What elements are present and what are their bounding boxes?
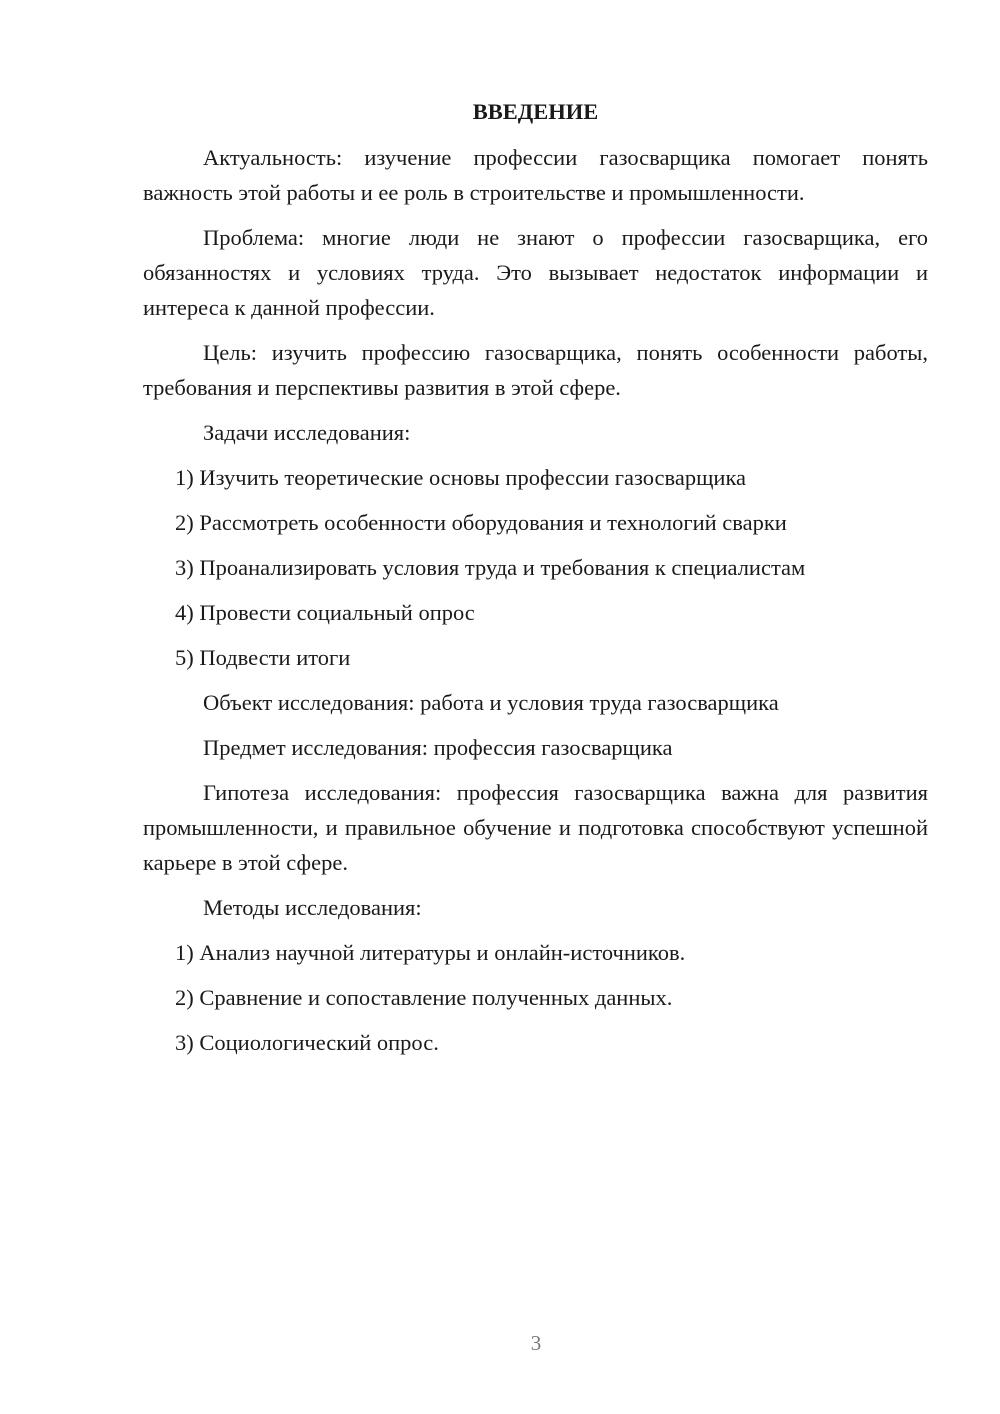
methods-heading: Методы исследования: (203, 895, 422, 920)
method-item: 1) Анализ научной литературы и онлайн-источников. (175, 940, 686, 965)
method-item: 2) Сравнение и сопоставление полученных данных. (175, 985, 673, 1010)
page-number: 3 (530, 1331, 542, 1355)
method-item: 3) Социологический опрос. (175, 1030, 439, 1055)
task-item: 4) Провести социальный опрос (175, 600, 475, 625)
relevance-paragraph: Актуальность: изучение профессии газосварщика помогает понять важность этой работы и ее роль в строительстве и промышленности. (143, 145, 928, 205)
document-body (143, 94, 928, 1070)
hypothesis-paragraph: Гипотеза исследования: профессия газосварщика важна для развития промышленности, и правильное обучение и подготовка способствуют успешной карьере в этой сфере. (143, 780, 928, 875)
goal-paragraph: Цель: изучить профессию газосварщика, понять особенности работы, требования и перспективы развития в этой сфере. (143, 340, 928, 400)
problem-paragraph: Проблема: многие люди не знают о профессии газосварщика, его обязанностях и условиях труда. Это вызывает недостаток информации и интереса к данной профессии. (143, 225, 928, 320)
task-item: 3) Проанализировать условия труда и требования к специалистам (175, 555, 806, 580)
task-item: 5) Подвести итоги (175, 645, 351, 670)
object-line: Объект исследования: работа и условия труда газосварщика (203, 690, 779, 715)
tasks-heading: Задачи исследования: (203, 420, 411, 445)
methods-list (143, 935, 928, 1060)
task-item: 2) Рассмотреть особенности оборудования и технологий сварки (175, 510, 787, 535)
page-title: ВВЕДЕНИЕ (472, 99, 599, 124)
tasks-list (143, 460, 928, 675)
subject-line: Предмет исследования: профессия газосварщика (203, 735, 673, 760)
task-item: 1) Изучить теоретические основы профессии газосварщика (175, 465, 747, 490)
